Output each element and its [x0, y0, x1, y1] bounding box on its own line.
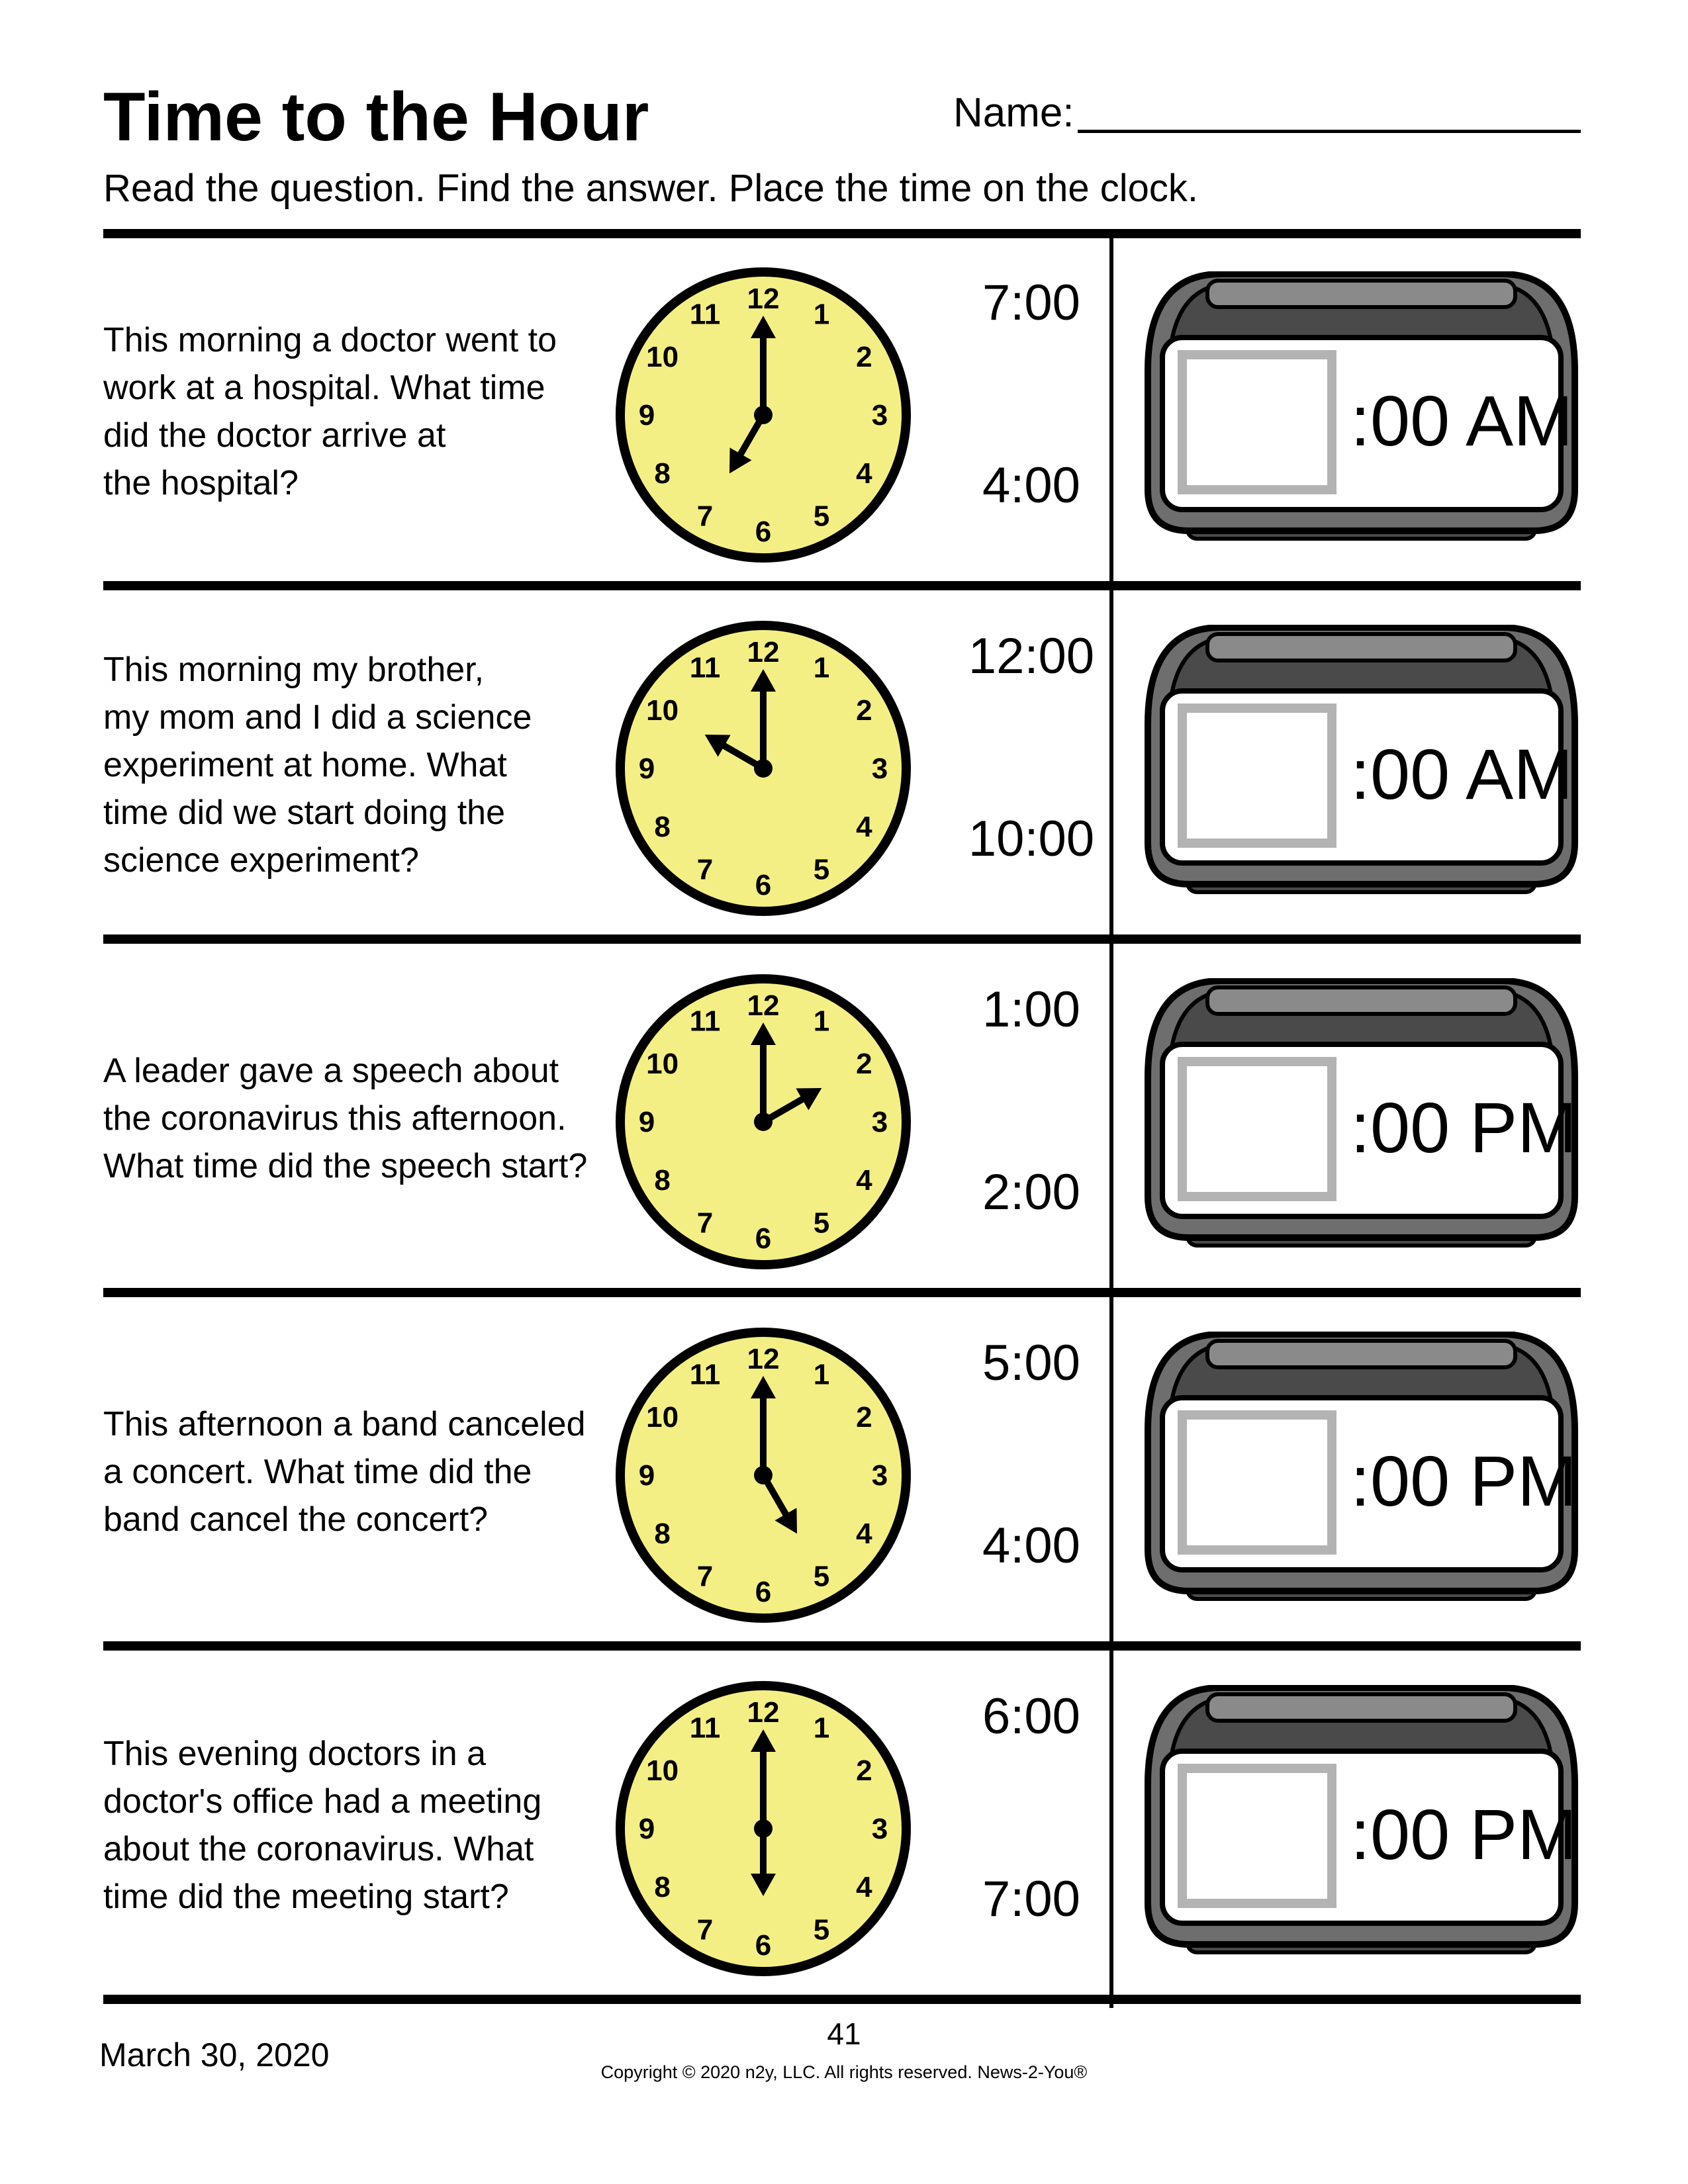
name-input-line[interactable] — [1078, 130, 1581, 133]
clock-number: 10 — [646, 1048, 679, 1080]
clock-number: 12 — [747, 1343, 780, 1375]
clock-number: 2 — [856, 1048, 872, 1080]
question-line: experiment at home. What — [103, 746, 507, 784]
digital-clock-suffix: :00 PM — [1350, 1794, 1577, 1874]
clock-number: 5 — [813, 853, 830, 886]
clock-number: 3 — [871, 1459, 888, 1492]
clock-number: 6 — [755, 1222, 772, 1255]
clock-number: 12 — [747, 989, 780, 1022]
clock-button — [1207, 281, 1515, 307]
clock-number: 3 — [871, 399, 888, 432]
clock-number: 10 — [646, 1401, 679, 1433]
clock-number: 4 — [856, 1164, 872, 1197]
clock-number: 1 — [813, 1005, 830, 1038]
clock-number: 6 — [755, 516, 772, 548]
name-label: Name: — [953, 90, 1074, 136]
question-line: band cancel the concert? — [103, 1500, 489, 1539]
answer-box — [1182, 355, 1332, 490]
answer-choice-1[interactable]: 7:00 — [982, 275, 1080, 331]
footer-date: March 30, 2020 — [99, 2036, 330, 2073]
clock-number: 9 — [638, 752, 655, 785]
digital-clock-suffix: :00 PM — [1350, 1441, 1577, 1521]
answer-choice-1[interactable]: 5:00 — [982, 1335, 1080, 1391]
clock-number: 1 — [813, 1711, 830, 1745]
clock-center — [754, 406, 773, 424]
question-text — [103, 592, 606, 938]
clock-number: 6 — [755, 1576, 772, 1608]
question-text — [103, 1652, 606, 1999]
clock-number: 9 — [638, 1106, 655, 1138]
clock-center — [754, 1113, 773, 1131]
analog-clock-icon — [613, 972, 914, 1272]
page-number: 41 — [827, 2017, 861, 2051]
clock-number: 5 — [813, 1560, 830, 1593]
question-line: This morning a doctor went to — [103, 321, 557, 359]
clock-center — [754, 1466, 773, 1484]
question-line: time did the meeting start? — [103, 1878, 509, 1916]
clock-number: 2 — [856, 1401, 872, 1433]
question-row-5 — [103, 1652, 1581, 1999]
clock-number: 6 — [755, 869, 772, 901]
question-line: time did we start doing the — [103, 794, 505, 832]
question-line: my mom and I did a science — [103, 698, 532, 737]
question-text — [103, 238, 606, 585]
clock-number: 1 — [813, 298, 830, 331]
clock-number: 4 — [856, 1871, 872, 1903]
question-line: the hospital? — [103, 464, 299, 502]
clock-number: 8 — [654, 457, 671, 490]
answer-box — [1182, 708, 1332, 843]
clock-number: 4 — [856, 1518, 872, 1550]
digital-clock-suffix: :00 PM — [1350, 1087, 1577, 1167]
clock-number: 4 — [856, 457, 872, 490]
digital-clock-suffix: :00 AM — [1350, 734, 1573, 814]
instructions: Read the question. Find the answer. Place the time on the clock. — [103, 167, 1198, 210]
clock-number: 12 — [747, 636, 780, 668]
clock-number: 8 — [654, 1164, 671, 1197]
analog-clock-icon — [613, 1325, 914, 1625]
clock-button — [1207, 1694, 1515, 1721]
clock-number: 8 — [654, 1518, 671, 1550]
clock-number: 2 — [856, 341, 872, 373]
clock-center — [754, 759, 773, 778]
answer-box — [1182, 1062, 1332, 1197]
analog-clock-icon — [613, 618, 914, 919]
clock-number: 11 — [689, 298, 721, 331]
question-line: about the coronavirus. What — [103, 1830, 534, 1868]
clock-number: 3 — [871, 1106, 888, 1138]
clock-number: 1 — [813, 651, 830, 684]
question-row-4 — [103, 1298, 1581, 1645]
clock-number: 11 — [689, 651, 721, 684]
clock-number: 2 — [856, 694, 872, 727]
clock-number: 8 — [654, 811, 671, 843]
analog-clock-icon — [613, 265, 914, 565]
clock-number: 9 — [638, 1459, 655, 1492]
answer-choice-1[interactable]: 12:00 — [968, 628, 1095, 684]
clock-number: 7 — [696, 853, 714, 886]
question-text — [103, 1298, 606, 1645]
answer-choice-2[interactable]: 7:00 — [982, 1871, 1080, 1927]
clock-center — [754, 1819, 773, 1838]
clock-number: 7 — [696, 500, 714, 533]
question-line: the coronavirus this afternoon. — [103, 1099, 567, 1138]
clock-number: 12 — [747, 1696, 780, 1729]
clock-number: 7 — [696, 1560, 714, 1593]
clock-number: 9 — [638, 399, 655, 432]
digital-clock-suffix: :00 AM — [1350, 381, 1573, 461]
answer-choice-2[interactable]: 4:00 — [982, 457, 1080, 514]
answer-choice-2[interactable]: 4:00 — [982, 1518, 1080, 1574]
question-line: This morning my brother, — [103, 651, 485, 689]
clock-button — [1207, 1341, 1515, 1367]
question-text — [103, 945, 606, 1292]
question-line: doctor's office had a meeting — [103, 1782, 542, 1821]
clock-number: 8 — [654, 1871, 671, 1903]
clock-number: 12 — [747, 283, 780, 315]
clock-number: 5 — [813, 500, 830, 533]
question-row-2 — [103, 592, 1581, 938]
answer-choice-2[interactable]: 10:00 — [968, 811, 1095, 867]
question-line: What time did the speech start? — [103, 1147, 588, 1185]
clock-number: 11 — [689, 1005, 721, 1038]
answer-choice-1[interactable]: 1:00 — [982, 981, 1080, 1038]
clock-number: 10 — [646, 341, 679, 373]
question-row-1 — [103, 238, 1581, 585]
question-line: A leader gave a speech about — [103, 1052, 559, 1090]
question-row-3 — [103, 945, 1581, 1292]
question-line: This afternoon a band canceled — [103, 1405, 586, 1443]
clock-number: 9 — [638, 1813, 655, 1845]
clock-number: 5 — [813, 1913, 830, 1946]
answer-choice-2[interactable]: 2:00 — [982, 1164, 1080, 1220]
clock-number: 7 — [696, 1913, 714, 1946]
clock-number: 3 — [871, 1813, 888, 1845]
clock-number: 10 — [646, 1754, 679, 1787]
answer-box — [1182, 1415, 1332, 1550]
clock-number: 2 — [856, 1754, 872, 1787]
question-line: work at a hospital. What time — [103, 369, 545, 407]
copyright: Copyright © 2020 n2y, LLC. All rights reserved. News-2-You® — [600, 2062, 1088, 2082]
clock-number: 1 — [813, 1358, 830, 1391]
clock-number: 6 — [755, 1929, 772, 1962]
analog-clock-icon — [613, 1678, 914, 1979]
answer-box — [1182, 1768, 1332, 1903]
clock-button — [1207, 987, 1515, 1014]
question-line: science experiment? — [103, 841, 419, 880]
clock-number: 10 — [646, 694, 679, 727]
question-line: a concert. What time did the — [103, 1453, 532, 1491]
clock-number: 4 — [856, 811, 872, 843]
question-line: This evening doctors in a — [103, 1735, 487, 1773]
question-line: did the doctor arrive at — [103, 416, 446, 455]
clock-number: 7 — [696, 1206, 714, 1240]
clock-number: 11 — [689, 1358, 721, 1391]
answer-choice-1[interactable]: 6:00 — [982, 1688, 1080, 1745]
page-title: Time to the Hour — [103, 79, 649, 156]
clock-number: 5 — [813, 1206, 830, 1240]
clock-button — [1207, 634, 1515, 660]
clock-number: 3 — [871, 752, 888, 785]
clock-number: 11 — [689, 1711, 721, 1745]
divider-top — [103, 229, 1581, 238]
